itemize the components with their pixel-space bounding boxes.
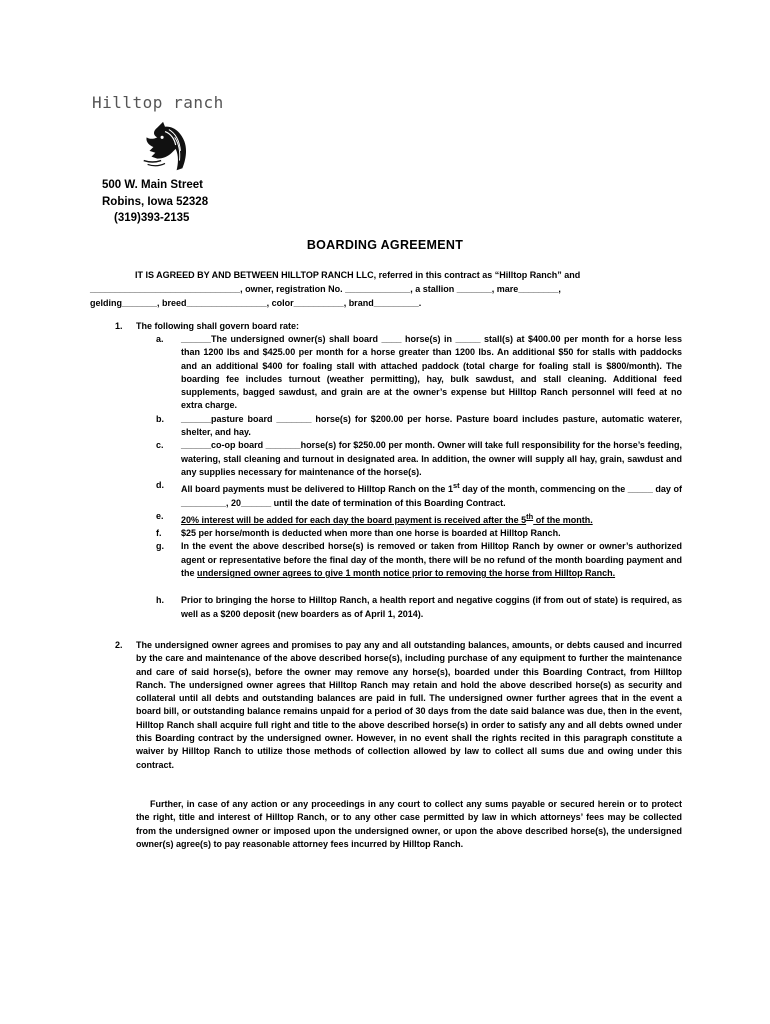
- item-text: Prior to bringing the horse to Hilltop Ranch, a health report and negative coggins (if from out of state) is required, as well as a $200 deposit (new boarders as of April 1, 2014).: [181, 595, 682, 619]
- list-item-h: [156, 594, 682, 621]
- list-item-d: [156, 479, 682, 510]
- item-label: e.: [156, 510, 164, 521]
- intro-line-1: IT IS AGREED BY AND BETWEEN HILLTOP RANCH LLC, referred in this contract as “Hilltop Ranch” and: [135, 270, 581, 280]
- item-label: f.: [156, 528, 162, 539]
- item-label: b.: [156, 413, 164, 424]
- superscript: th: [526, 511, 534, 521]
- phone-number: (319)393-2135: [114, 212, 190, 224]
- item-label: g.: [156, 541, 164, 552]
- section-number: 2.: [115, 640, 123, 650]
- item-text: 20% interest will be added for each day the board payment is received after the 5: [181, 514, 527, 525]
- intro-paragraph: [90, 268, 680, 310]
- item-text: All board payments must be delivered to Hilltop Ranch on the 1: [181, 484, 453, 495]
- address-block: [102, 177, 208, 227]
- item-text-continued: day of the month, commencing on the _____ day of _________, 20______ until the date of termination of this Boarding Contract.: [181, 484, 682, 508]
- item-text: ______The undersigned owner(s) shall board ____ horse(s) in _____ stall(s) at $400.00 per month for a horse less than 1200 lbs and $425.00 per month for a horse greater than 1200 lbs. An additional $50 for stalls with paddocks and an additional $400 for foaling stall with attached paddock (total charge for foaling stall is $800/month). The boarding fee includes turnout (weather permitting), hay, bulk sawdust, and stall cleaning. Additional feed supplements, bagged sawdust, and grain are at the owner’s expense but Hilltop Ranch personnel will feed at no extra charge.: [181, 334, 682, 411]
- item-text: ______co-op board _______horse(s) for $250.00 per month. Owner will take full responsibility for the horse’s feeding, watering, stall cleaning and turnout in designated area. In addition, the owner will supply all hay, grain, sawdust and any supplies necessary for maintenance of the horse(s).: [181, 440, 682, 477]
- intro-line-2: ______________________________, owner, registration No. _____________, a stallion _______, mare________,: [90, 284, 561, 294]
- section-heading-text: The following shall govern board rate:: [136, 321, 300, 331]
- brand-title: Hilltop ranch: [92, 93, 224, 112]
- document-title: BOARDING AGREEMENT: [306, 238, 464, 252]
- item-text-underlined: undersigned owner agrees to give 1 month notice prior to removing the horse from Hilltop Ranch.: [197, 568, 616, 579]
- list-item-b: [156, 413, 682, 440]
- item-label: a.: [156, 334, 164, 344]
- superscript: st: [452, 481, 460, 491]
- board-rate-list: [156, 333, 682, 621]
- list-item-a: [156, 333, 682, 413]
- list-item-c: [156, 439, 682, 479]
- section-number: 1.: [115, 321, 123, 331]
- address-street: 500 W. Main Street: [102, 179, 203, 191]
- further-paragraph: Further, in case of any action or any proceedings in any court to collect any sums payable or secured herein or to protect the right, title and interest of Hilltop Ranch, or to any other case permitted by law in which attorneys’ fees may be collected from the undersigned owner or imposed upon the undersigned owner, or upon the above described horse(s), the undersigned owner(s) agree(s) to pay reasonable attorney fees incurred by Hilltop Ranch.: [136, 799, 682, 849]
- horse-head-logo-icon: [136, 118, 194, 176]
- list-item-f: [156, 527, 682, 540]
- address-city: Robins, Iowa 52328: [102, 195, 209, 208]
- list-item-g: [156, 540, 682, 580]
- item-text: $25 per horse/month is deducted when more than one horse is boarded at Hilltop Ranch.: [181, 528, 561, 539]
- section-2: [115, 639, 682, 772]
- item-label: h.: [156, 595, 164, 606]
- item-text: ______pasture board _______ horse(s) for $200.00 per horse. Pasture board includes pasture, automatic waterer, shelter, and hay.: [181, 413, 682, 438]
- item-text-continued: of the month.: [533, 514, 593, 525]
- item-text: In the event the above described horse(s) is removed or taken from Hilltop Ranch by owner or owner’s authorized agent or representative before the final day of the month, there will be no refund of the month boarding payment and the: [181, 541, 682, 579]
- item-label: d.: [156, 480, 164, 491]
- section-2-text: The undersigned owner agrees and promises to pay any and all outstanding balances, amounts, or debts caused and incurred by the care and maintenance of the above described horse(s), including purchase of any equipment to further the maintenance and care of said horse(s), before the owner may remove any horse(s), boarded under this Boarding Contract, from Hilltop Ranch. The undersigned owner agrees that Hilltop Ranch may retain and hold the above described horse(s) as security and collateral until all debts and outstanding balances are paid in full. The undersigned owner further agrees that in the event a board bill, or outstanding balance remains unpaid for a period of 30 days from the date said balance was due, then in the event, Hilltop Ranch shall acquire full right and title to the above described horse(s) in order to satisfy any and all debts owned under this Boarding contract by the undersigned owner. However, in no event shall the rights recited in this paragraph constitute a waiver by Hilltop Ranch to utilize those methods of collection allowed by law to collect all sums due and owing under this contract.: [136, 640, 682, 770]
- list-item-e: [156, 510, 682, 527]
- intro-line-3: gelding_______, breed________________, color__________, brand_________.: [90, 298, 422, 308]
- item-label: c.: [156, 440, 164, 451]
